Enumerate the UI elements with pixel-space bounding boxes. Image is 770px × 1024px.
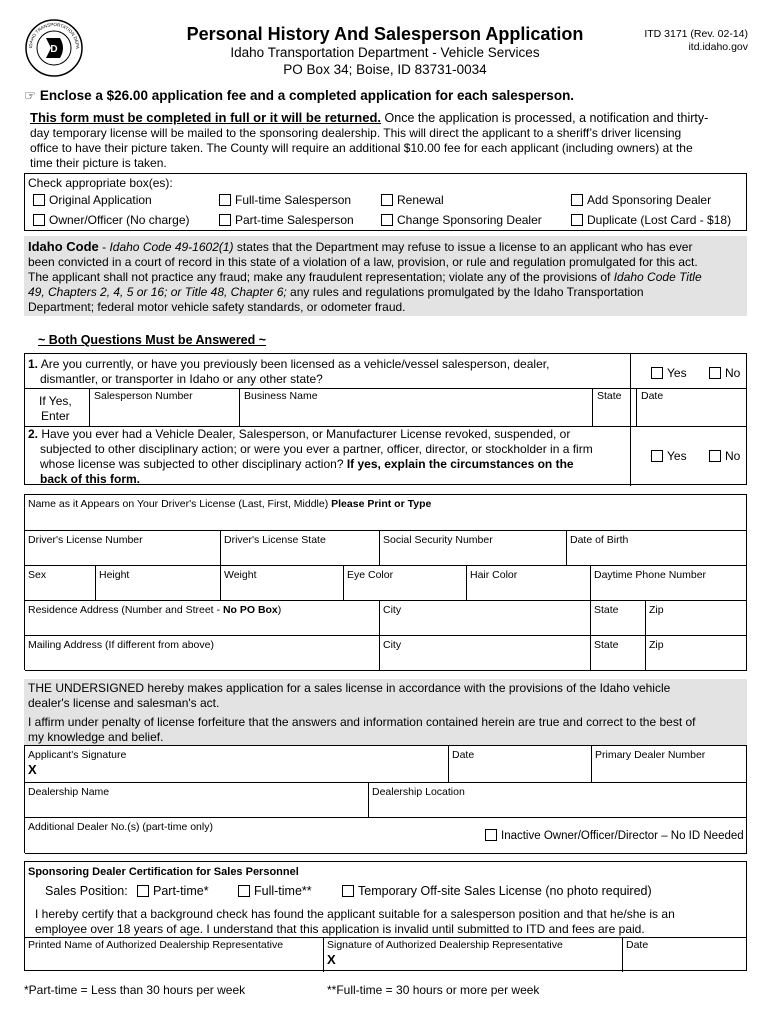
name-field[interactable]: Name as it Appears on Your Driver's License (Last, First, Middle) Please Print or Type bbox=[25, 495, 747, 531]
inactive-owner-checkbox[interactable]: Inactive Owner/Officer/Director – No ID Needed bbox=[485, 829, 744, 844]
applicant-x-mark: X bbox=[28, 762, 37, 777]
svg-text:IDAHO TRANSPORTATION DEPARTMEN: IDAHO TRANSPORTATION DEPA bbox=[27, 21, 81, 49]
height-field[interactable]: Height bbox=[96, 566, 221, 601]
dealership-name-field[interactable]: Dealership Name bbox=[25, 783, 369, 818]
checkbox-full-time[interactable]: Full-time Salesperson bbox=[219, 193, 351, 208]
checkbox-duplicate[interactable]: Duplicate (Lost Card - $18) bbox=[571, 213, 731, 228]
license-details-row bbox=[89, 388, 747, 426]
representative-signature-field[interactable]: Signature of Authorized Dealership Representative X bbox=[324, 938, 623, 972]
if-yes-enter-label: If Yes, Enter bbox=[39, 394, 72, 423]
dealership-location-field[interactable]: Dealership Location bbox=[369, 783, 747, 818]
check-header: Check appropriate box(es): bbox=[28, 176, 173, 190]
applicant-date-field[interactable]: Date bbox=[449, 746, 592, 783]
questions-box bbox=[24, 353, 747, 485]
intro-bold-lead: This form must be completed in full or it will be returned. bbox=[30, 110, 382, 125]
checkbox-renewal[interactable]: Renewal bbox=[381, 193, 444, 208]
mailing-city-field[interactable]: City bbox=[380, 636, 591, 671]
part-time-footnote: *Part-time = Less than 30 hours per week bbox=[24, 983, 246, 997]
intro-text: This form must be completed in full or it will be returned. Once the application is processed, a notification and thirty- day temporary license will be mailed to the sponsoring dealership. This will direct the applicant to a sheriff’s driver licensing office to have their picture taken. The County will require an additional $10.00 fee for each applicant (including owners) at the time their picture is taken. bbox=[30, 110, 709, 170]
drivers-license-number-field[interactable]: Driver's License Number bbox=[25, 531, 221, 566]
sponsor-part-time-checkbox[interactable]: Part-time* bbox=[137, 884, 209, 899]
printed-name-field[interactable]: Printed Name of Authorized Dealership Representative bbox=[25, 938, 324, 972]
department-address: PO Box 34; Boise, ID 83731-0034 bbox=[283, 62, 487, 77]
q1-yes-checkbox[interactable]: Yes bbox=[651, 366, 687, 381]
sponsor-signature-row bbox=[25, 937, 747, 972]
daytime-phone-field[interactable]: Daytime Phone Number bbox=[591, 566, 747, 601]
website-link[interactable]: itd.idaho.gov bbox=[688, 41, 748, 53]
applicant-signature-field[interactable]: Applicant's Signature X bbox=[25, 746, 449, 783]
question-1: 1. Are you currently, or have you previously been licensed as a vehicle/vessel salesperson, dealer, dismantler, or transporter in Idaho or any other state? bbox=[28, 357, 550, 386]
application-type-box bbox=[24, 173, 747, 231]
checkbox-part-time[interactable]: Part-time Salesperson bbox=[219, 213, 354, 228]
eye-color-field[interactable]: Eye Color bbox=[344, 566, 467, 601]
date-of-birth-field[interactable]: Date of Birth bbox=[567, 531, 747, 566]
q2-no-checkbox[interactable]: No bbox=[709, 449, 740, 464]
svg-text:D: D bbox=[50, 44, 58, 55]
representative-x-mark: X bbox=[327, 952, 336, 967]
mailing-state-field[interactable]: State bbox=[591, 636, 646, 671]
pointing-hand-icon: ☞ bbox=[24, 88, 37, 103]
form-number-block bbox=[644, 28, 748, 54]
full-time-footnote: **Full-time = 30 hours or more per week bbox=[327, 983, 540, 997]
mailing-address-field[interactable]: Mailing Address (If different from above) bbox=[25, 636, 380, 671]
salesperson-number-field[interactable]: Salesperson Number bbox=[90, 388, 240, 426]
representative-date-field[interactable]: Date bbox=[626, 939, 649, 951]
business-name-field[interactable]: Business Name bbox=[240, 388, 593, 426]
hair-color-field[interactable]: Hair Color bbox=[467, 566, 591, 601]
ssn-field[interactable]: Social Security Number bbox=[380, 531, 567, 566]
department-name: Idaho Transportation Department - Vehicle Services bbox=[230, 45, 540, 60]
sponsor-certification-box bbox=[24, 861, 747, 971]
weight-field[interactable]: Weight bbox=[221, 566, 344, 601]
idaho-code-notice: Idaho Code - Idaho Code 49-1602(1) states that the Department may refuse to issue a license to an applicant who has ever been convicted in a court of record in this state of a violation of a law, provision, or rule and regulation promulgated for this act. The applicant shall not practice any fraud; make any fraudulent representation; violate any of the provisions of Idaho Code Title 49, Chapters 2, 4, 5 or 16; or Title 48, Chapter 6; any rules and regulations promulgated by the Idaho Transportation Department; federal motor vehicle safety standards, or odometer fraud. bbox=[24, 236, 747, 316]
checkbox-owner-officer[interactable]: Owner/Officer (No charge) bbox=[33, 213, 190, 228]
q2-yes-checkbox[interactable]: Yes bbox=[651, 449, 687, 464]
mailing-zip-field[interactable]: Zip bbox=[646, 636, 747, 671]
question-2: 2. Have you ever had a Vehicle Dealer, Salesperson, or Manufacturer License revoked, suspended, or subjected to other disciplinary action; or were you ever a partner, officer, director, or stockholder in a firm whose license was subjected to other disciplinary action? If yes, explain the circumstances on the back of this form. bbox=[28, 427, 593, 486]
personal-info-grid bbox=[24, 494, 747, 670]
license-state-field[interactable]: State bbox=[593, 388, 637, 426]
fee-notice: ☞ Enclose a $26.00 application fee and a completed application for each salesperson. bbox=[24, 88, 575, 103]
questions-heading: ~ Both Questions Must be Answered ~ bbox=[38, 333, 267, 347]
residence-city-field[interactable]: City bbox=[380, 601, 591, 636]
drivers-license-state-field[interactable]: Driver's License State bbox=[221, 531, 380, 566]
sponsor-full-time-checkbox[interactable]: Full-time** bbox=[238, 884, 312, 899]
license-date-field[interactable]: Date bbox=[641, 390, 664, 402]
affirmation-statement: THE UNDERSIGNED hereby makes application for a sales license in accordance with the provisions of the Idaho vehicle dealer's license and salesman's act. I affirm under penalty of license forfeiture that the answers and information contained herein are true and correct to the best of my knowledge and belief. bbox=[24, 679, 747, 745]
primary-dealer-number-field[interactable]: Primary Dealer Number bbox=[592, 746, 747, 783]
form-title: Personal History And Salesperson Application bbox=[186, 24, 584, 44]
certification-text: I hereby certify that a background check has found the applicant suitable for a salesperson position and that he/she is an employee over 18 years of age. I understand that this application is invalid until submitted to ITD and fees are paid. bbox=[35, 907, 675, 936]
temporary-offsite-checkbox[interactable]: Temporary Off-site Sales License (no photo required) bbox=[342, 884, 652, 899]
residence-state-field[interactable]: State bbox=[591, 601, 646, 636]
sales-position-label: Sales Position: bbox=[45, 884, 128, 898]
additional-dealer-field[interactable]: Additional Dealer No.(s) (part-time only) bbox=[25, 818, 747, 854]
sex-field[interactable]: Sex bbox=[25, 566, 96, 601]
q1-no-checkbox[interactable]: No bbox=[709, 366, 740, 381]
checkbox-add-dealer[interactable]: Add Sponsoring Dealer bbox=[571, 193, 711, 208]
signature-grid bbox=[24, 745, 747, 853]
residence-address-field[interactable]: Residence Address (Number and Street - No PO Box) bbox=[25, 601, 380, 636]
sponsor-heading: Sponsoring Dealer Certification for Sales Personnel bbox=[28, 866, 299, 878]
form-number: ITD 3171 (Rev. 02-14) bbox=[644, 28, 748, 40]
checkbox-original-application[interactable]: Original Application bbox=[33, 193, 152, 208]
residence-zip-field[interactable]: Zip bbox=[646, 601, 747, 636]
checkbox-change-dealer[interactable]: Change Sponsoring Dealer bbox=[381, 213, 542, 228]
